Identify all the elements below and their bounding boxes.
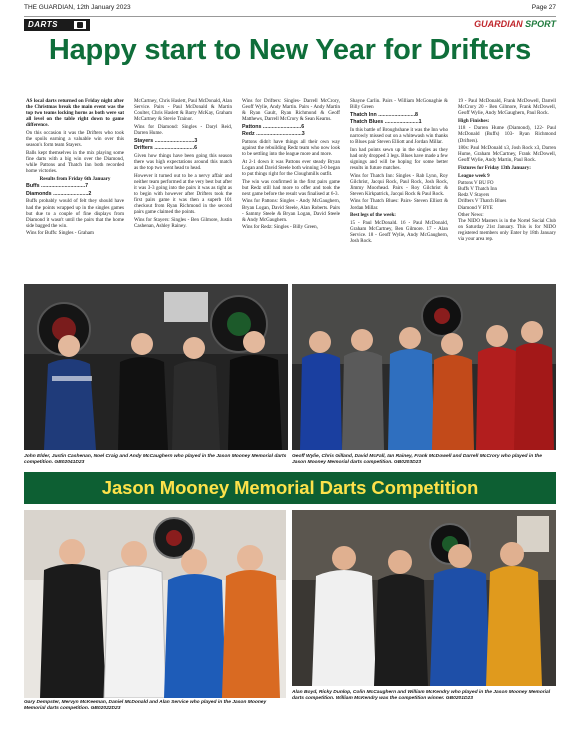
- fixture: Diamond V BYE: [458, 204, 493, 211]
- paragraph: The win was confirmed in the first pairs game but Redz still had more to offer and took the next game before the result was finalised at 6-3.: [242, 178, 340, 197]
- paragraph: 15 - Paul McDonald. 16 - Paul McDonald, Graham McCartney, Ben Gilmore. 17 - Alan Service. 18 - Geoff Wylie, Andy McGaughern, Josh Rock.: [350, 219, 448, 244]
- competition-banner: Jason Mooney Memorial Darts Competition: [24, 472, 556, 504]
- paragraph: Buffs probably would of felt they should have had the points wrapped up in the singles games but due to a couple of fine displays from Diamond it wasn't until the pairs that the home side bagged the win.: [26, 198, 124, 229]
- score-line: Stayers ...........................3: [134, 137, 198, 144]
- masthead: [24, 4, 556, 14]
- photo-caption-4: Alan Boyd, Ricky Dunlop, Colin McCaughern and William McKendry who played in the Jason Mooney Memorial darts competition. William McKendry was the competition winner. GB0201D23: [292, 690, 551, 701]
- paragraph: Given how things have been going this season there was high expectations around this match as the top two went head to head.: [134, 152, 232, 171]
- team-name: Thatch Inn: [350, 111, 377, 118]
- masthead-left: THE GUARDIAN, 12th January 2023: [24, 4, 131, 11]
- score-line: Diamonds ........................2: [26, 190, 92, 197]
- team-score: 3: [301, 131, 305, 138]
- photo-group-4: [292, 510, 556, 686]
- paragraph: Wins for Thatch Blues: Pairs- Steven Elliott & Jordan Millar.: [350, 198, 448, 211]
- article-column-3: [242, 98, 340, 280]
- paragraph: 19 - Paul McDonald, Frank McDowell, Darrell McCrory 20 - Ben Gilmore, Frank McDowell, Geoff Wylie, Andy McGaughern, Paul Rock.: [458, 98, 556, 117]
- score-line: Pattons ..........................6: [242, 123, 305, 130]
- score-line: Thatch Inn .........................8: [350, 111, 418, 118]
- paragraph: Balls kept themselves in the mix playing some fine darts with a big win over the Diamond, while Pattons and Thatch Inn both recorded home victories.: [26, 149, 124, 175]
- results-heading: Results from Friday 6th January: [39, 175, 111, 182]
- photo-caption-2: Geoff Wylie, Chris Gilland, David McFall, Ian Rainey, Frank McDowell and Darrell McCrory who played in the Jason Mooney Memorial darts competition. GB0203D23: [292, 454, 542, 465]
- team-name: Redz: [242, 131, 255, 138]
- paragraph: In this battle of Broughshane it was the Inn who narrowly missed out on a whitewash win thanks to Blues pair Steven Elliott and Jordan Millar.: [350, 126, 448, 146]
- photo-caption-3: Gary Dempster, Mervyn McKeeman, Daniel McDonald and Alan Service who played in the Jason Mooney Memorial darts competition. GB02022D23: [24, 700, 267, 711]
- paragraph: At 2-1 down it was Pattons ever steady Bryan Logan and David Steele both winning 3-0 began to put things right for the Cloughmills outfit.: [242, 158, 340, 178]
- article-column-5: [458, 98, 556, 280]
- photo-group-2: [292, 284, 556, 450]
- headline: Happy start to New Year for Drifters: [48, 34, 532, 66]
- team-score: 6: [301, 123, 305, 130]
- fixture: Redz V Stayers: [458, 192, 490, 199]
- paragraph: Other News:: [458, 212, 484, 219]
- team-name: Stayers: [134, 137, 154, 144]
- paragraph: Wins for Buffs: Singles - Graham: [26, 230, 94, 237]
- team-score: 1: [418, 119, 422, 126]
- lead-paragraph: AS local darts returned on Friday night after the Christmas break the main event was the top two teams locking horns as both were sat all level on the table right down to game difference.: [26, 98, 124, 129]
- paragraph: Wins for Diamond: Singles - Daryl Reid, Darren Hume.: [134, 123, 232, 136]
- paragraph: Pattons didn't have things all their own way against the rebuilding Redz team who now look to be settling into the league more and more.: [242, 139, 340, 158]
- subheading: High Finishes:: [458, 117, 490, 124]
- paragraph: Wins for Redz: Singles - Billy Green,: [242, 224, 318, 231]
- paragraph: Inn had points sewn up in the singles as they had only dropped 3 legs. Blues have made a few signings and will be hoping for some better results in future matches.: [350, 146, 448, 171]
- paragraph: However it turned out to be a nervy affair and neither team performed at the very best but after it was 3-3 going into the pairs it was as tight as to begin with however after Drifters took the first pairs game it was then a superb 101 checkout from Ryan Richmond in the second pairs game claimed the points.: [134, 172, 232, 216]
- team-score: 8: [415, 111, 418, 118]
- photo-caption-1: John Elder, Justin Cashenan, Noel Craig and Andy McCaughern who played in the Jason Mooney Memorial darts competition. GB02041D23: [24, 454, 287, 465]
- team-score: 3: [194, 137, 198, 144]
- fixture: Drifters V Thatch Blues: [458, 198, 507, 205]
- article-column-4: [350, 98, 448, 280]
- score-line: Buffs ..............................7: [26, 183, 89, 190]
- paragraph: 180s: Paul McDonald x3, Josh Rock x3, Darren Hume, Graham McCartney, Frank McDowell, Geoff Wylie, Andy Martin, Paul Rock.: [458, 145, 556, 164]
- article-column-1: [26, 98, 124, 280]
- paragraph: Shayne Carlin. Pairs - William McGonaghie & Billy Green: [350, 98, 448, 111]
- team-name: Thatch Blues: [350, 119, 384, 126]
- paragraph: The NIDO Masters is in the Nortel Social Club on Saturday 21st January. This is for NIDO registered members only Enter by 18th January via your area rep.: [458, 218, 556, 243]
- team-score: 2: [88, 190, 92, 197]
- fixture: Pattons V BU FO: [458, 180, 494, 187]
- subheading: League week 9: [458, 172, 490, 179]
- article-column-2: [134, 98, 232, 280]
- team-score: 7: [85, 183, 89, 190]
- brand-logo: [474, 19, 556, 29]
- paragraph: 118 - Darren Hume (Diamond), 122- Paul McDonald (Buffs) 103- Ryan Richmond (Drifters).: [458, 125, 556, 144]
- paragraph: Wins for Thatch Inn: Singles - Rab Lynn, Roy Gilchrist, Jacqui Rock, Paul Rock, Josh Rock, Jimmy Moorhead. Pairs - Roy Gilchrist & Steven Kirkpatrick, Jacqui Rock & Paul Rock.: [350, 172, 448, 197]
- team-score: 6: [194, 145, 198, 152]
- team-name: Drifters: [134, 145, 153, 152]
- brand-section: SPORT: [525, 19, 556, 29]
- page-number: Page 27: [531, 4, 556, 11]
- paragraph: Wins for Drifters: Singles- Darrell McCrory, Geoff Wylie, Andy Martin. Pairs - Andy Martin & Ryan Gault, Ryan Richmond & Geoff Matthews, Darrell McCrory & Sean Kearns.: [242, 98, 340, 123]
- team-name: Diamonds: [26, 190, 52, 197]
- article-body: [26, 98, 556, 280]
- photo-group-3: [24, 510, 286, 698]
- flag-icon: [74, 21, 86, 29]
- subheading: Best legs of the week:: [350, 212, 396, 219]
- brand-name: GUARDIAN: [474, 19, 523, 29]
- fixture: Buffs V Thatch Inn: [458, 186, 498, 193]
- score-line: Thatch Blues .......................1: [350, 119, 422, 126]
- paragraph: On this occasion it was the Drifters who took the spoils earning a valuable win over this season's form team Stayers.: [26, 129, 124, 149]
- paragraph: Wins for Pattons: Singles - Andy McGaughern, Bryan Logan, David Steele, Alan Roberts. Pairs - Sammy Steele & Bryan Logan, David Steele & Andy McGaughern.: [242, 198, 340, 223]
- team-name: Buffs: [26, 183, 40, 190]
- paragraph: McCartney, Chris Haslett, Paul McDonald, Alan Service. Pairs - Paul McDonald & Martin Coulter, Chris Haslett & Barry McKay, Graham McCartney & Stevie Trainor.: [134, 98, 232, 123]
- score-line: Redz ...............................3: [242, 131, 305, 138]
- subheading: Fixtures for Friday 13th January:: [458, 164, 531, 171]
- team-name: Pattons: [242, 123, 262, 130]
- section-tag: [24, 19, 90, 31]
- score-line: Drifters ...........................6: [134, 145, 198, 152]
- section-tag-label: DARTS: [28, 20, 58, 29]
- paragraph: Wins for Stayers: Singles - Ben Gilmore, Justin Cashenan, Ashley Rainey.: [134, 216, 232, 229]
- section-bar: [24, 16, 556, 31]
- photo-group-1: [24, 284, 288, 450]
